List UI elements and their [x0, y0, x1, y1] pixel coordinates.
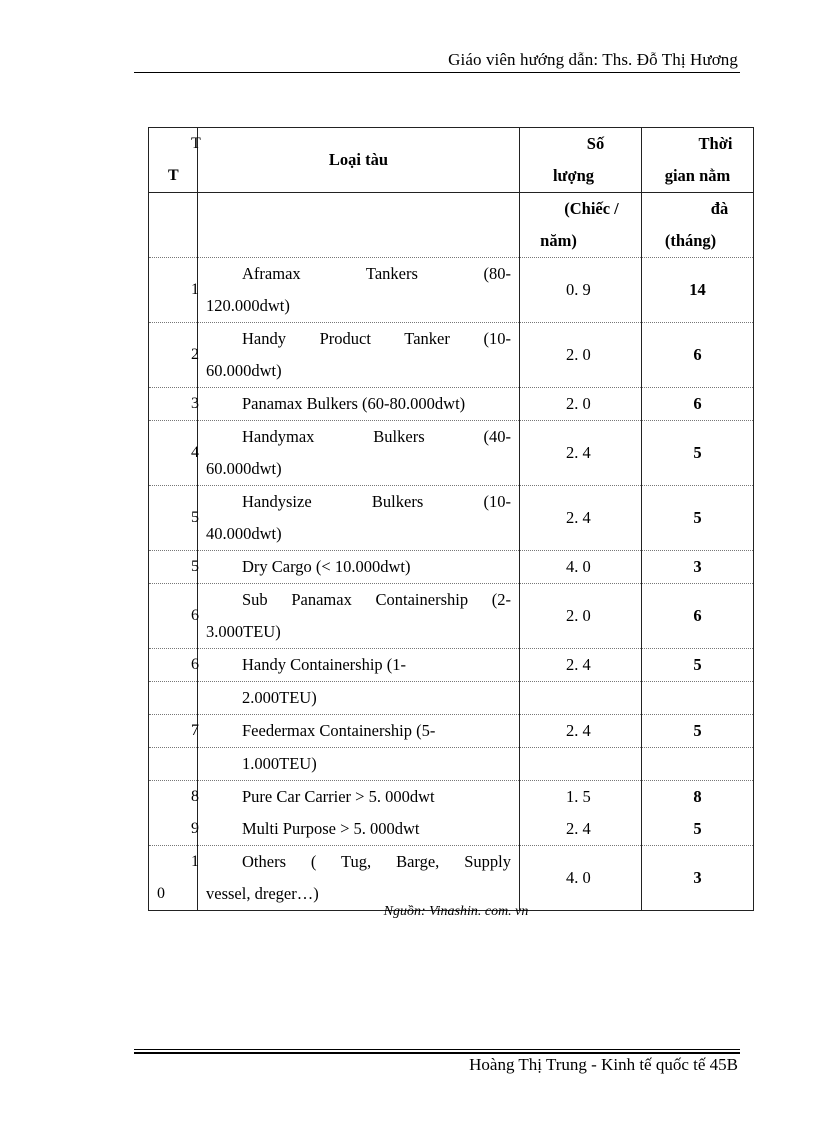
ship-type-cell — [198, 649, 520, 682]
ship-type-line1: Dry Cargo (< 10.000dwt) — [242, 557, 411, 576]
ship-type-line1: Pure Car Carrier > 5. 000dwt — [242, 787, 435, 806]
quantity-cell: 2. 0 — [520, 388, 642, 421]
ship-type-cell — [198, 813, 520, 846]
ship-type-cell — [198, 486, 520, 551]
ship-type-line1: Handy Product Tanker (10- — [242, 329, 511, 348]
table-header-row — [149, 128, 754, 193]
months-cell: 5 — [642, 421, 754, 486]
months-cell: 3 — [642, 551, 754, 584]
months-cell — [642, 748, 754, 781]
row-number-low: 0 — [157, 885, 165, 902]
thoi-gian-subheader — [642, 193, 754, 258]
so-luong-header-line2: lượng — [552, 166, 595, 185]
table-row — [149, 323, 754, 388]
row-number: 5 — [191, 558, 199, 575]
quantity-cell — [520, 682, 642, 715]
row-number-cell — [149, 649, 198, 682]
table-row — [149, 715, 754, 748]
loai-tau-subheader-cell — [198, 193, 520, 258]
row-number: 6 — [191, 656, 199, 673]
page-footer-text: Hoàng Thị Trung - Kinh tế quốc tế 45B — [469, 1055, 738, 1074]
table-row — [149, 258, 754, 323]
thoi-gian-header-line1: Thời — [698, 134, 733, 153]
ship-type-cell — [198, 846, 520, 911]
table-row — [149, 584, 754, 649]
ship-type-line2: 1.000TEU) — [242, 754, 317, 773]
stt-subheader-cell — [149, 193, 198, 258]
row-number-cell — [149, 258, 198, 323]
ship-type-cell — [198, 551, 520, 584]
months-cell: 3 — [642, 846, 754, 911]
row-number: 3 — [191, 395, 199, 412]
ship-type-line2: 40.000dwt) — [206, 524, 282, 543]
stt-header-label: T — [168, 167, 179, 184]
ship-type-line2: 60.000dwt) — [206, 361, 282, 380]
stt-header-fragment: T — [191, 135, 201, 152]
row-number-cell — [149, 584, 198, 649]
page-header-text: Giáo viên hướng dẫn: Ths. Đỗ Thị Hương — [448, 50, 738, 69]
row-number: 5 — [191, 509, 199, 526]
so-luong-header-line3: (Chiếc / — [564, 199, 619, 218]
months-cell: 6 — [642, 323, 754, 388]
header-rule — [134, 72, 740, 73]
row-number: 4 — [191, 444, 199, 461]
quantity-cell: 4. 0 — [520, 846, 642, 911]
row-number: 1 — [191, 281, 199, 298]
row-number: 2 — [191, 346, 199, 363]
row-number-cell — [149, 388, 198, 421]
row-number-cell — [149, 748, 198, 781]
ship-type-line2: 3.000TEU) — [206, 622, 281, 641]
row-number: 9 — [191, 820, 199, 837]
source-caption — [0, 904, 816, 920]
quantity-cell: 2. 4 — [520, 421, 642, 486]
ship-table — [148, 127, 754, 911]
quantity-cell: 2. 4 — [520, 486, 642, 551]
table-row-continuation — [149, 748, 754, 781]
ship-type-line1: Aframax Tankers (80- — [242, 264, 511, 283]
quantity-cell: 2. 4 — [520, 649, 642, 682]
months-cell: 5 — [642, 715, 754, 748]
ship-type-line2: vessel, dreger…) — [206, 884, 319, 903]
ship-type-cell — [198, 584, 520, 649]
table-row — [149, 649, 754, 682]
table-row — [149, 388, 754, 421]
quantity-cell: 2. 4 — [520, 715, 642, 748]
row-number: 8 — [191, 788, 199, 805]
so-luong-subheader — [520, 193, 642, 258]
ship-type-cell — [198, 748, 520, 781]
ship-type-cell — [198, 682, 520, 715]
row-number-cell — [149, 813, 198, 846]
source-text: Nguồn: Vinashin. com. vn — [383, 904, 529, 919]
quantity-cell: 2. 0 — [520, 584, 642, 649]
ship-type-line1: Sub Panamax Containership (2- — [242, 590, 511, 609]
quantity-cell: 4. 0 — [520, 551, 642, 584]
loai-tau-header: Loại tàu — [198, 128, 520, 193]
row-number: 1 — [191, 853, 199, 870]
months-cell: 6 — [642, 388, 754, 421]
quantity-cell: 0. 9 — [520, 258, 642, 323]
ship-type-line1: Handymax Bulkers (40- — [242, 427, 511, 446]
row-number-cell — [149, 486, 198, 551]
ship-type-line1: Panamax Bulkers (60-80.000dwt) — [242, 394, 466, 413]
stt-header-cell — [149, 128, 201, 193]
quantity-cell: 1. 5 — [520, 781, 642, 814]
table-row — [149, 846, 754, 911]
ship-type-line1: Others ( Tug, Barge, Supply — [242, 852, 511, 871]
ship-type-cell — [198, 781, 520, 814]
row-number-cell — [149, 682, 198, 715]
ship-type-line1: Multi Purpose > 5. 000dwt — [242, 819, 420, 838]
row-number-cell — [149, 781, 198, 814]
months-cell: 5 — [642, 649, 754, 682]
footer-rule-thick — [134, 1052, 740, 1054]
ship-type-cell — [198, 715, 520, 748]
row-number: 7 — [191, 722, 199, 739]
table-row-continuation — [149, 682, 754, 715]
so-luong-header-line1: Số — [586, 134, 605, 153]
ship-type-cell — [198, 258, 520, 323]
months-cell: 5 — [642, 813, 754, 846]
ship-type-line1: Feedermax Containership (5- — [242, 721, 436, 740]
row-number-cell — [149, 323, 198, 388]
thoi-gian-header-line2: gian nằm — [664, 166, 731, 185]
quantity-cell — [520, 748, 642, 781]
footer-rule-thin — [134, 1049, 740, 1050]
row-number-cell — [149, 715, 198, 748]
ship-type-cell — [198, 421, 520, 486]
months-cell — [642, 682, 754, 715]
table-row — [149, 551, 754, 584]
months-cell: 5 — [642, 486, 754, 551]
months-cell: 6 — [642, 584, 754, 649]
so-luong-header-line4: năm) — [540, 231, 577, 250]
months-cell: 14 — [642, 258, 754, 323]
so-luong-header — [520, 128, 642, 193]
ship-type-cell — [198, 388, 520, 421]
row-number-cell — [149, 421, 198, 486]
ship-type-line2: 60.000dwt) — [206, 459, 282, 478]
row-number-cell — [149, 551, 198, 584]
ship-type-line2: 2.000TEU) — [242, 688, 317, 707]
table-row — [149, 781, 754, 814]
ship-type-line1: Handy Containership (1- — [242, 655, 407, 674]
months-cell: 8 — [642, 781, 754, 814]
thoi-gian-header-line4: (tháng) — [664, 231, 717, 250]
quantity-cell: 2. 0 — [520, 323, 642, 388]
row-number-cell — [149, 846, 198, 911]
table-header-row-2 — [149, 193, 754, 258]
table-row — [149, 813, 754, 846]
row-number: 6 — [191, 607, 199, 624]
thoi-gian-header-line3: đà — [710, 199, 729, 218]
table-row — [149, 486, 754, 551]
table-row — [149, 421, 754, 486]
quantity-cell: 2. 4 — [520, 813, 642, 846]
ship-type-line1: Handysize Bulkers (10- — [242, 492, 511, 511]
ship-type-cell — [198, 323, 520, 388]
ship-type-line2: 120.000dwt) — [206, 296, 290, 315]
thoi-gian-header — [642, 128, 754, 193]
